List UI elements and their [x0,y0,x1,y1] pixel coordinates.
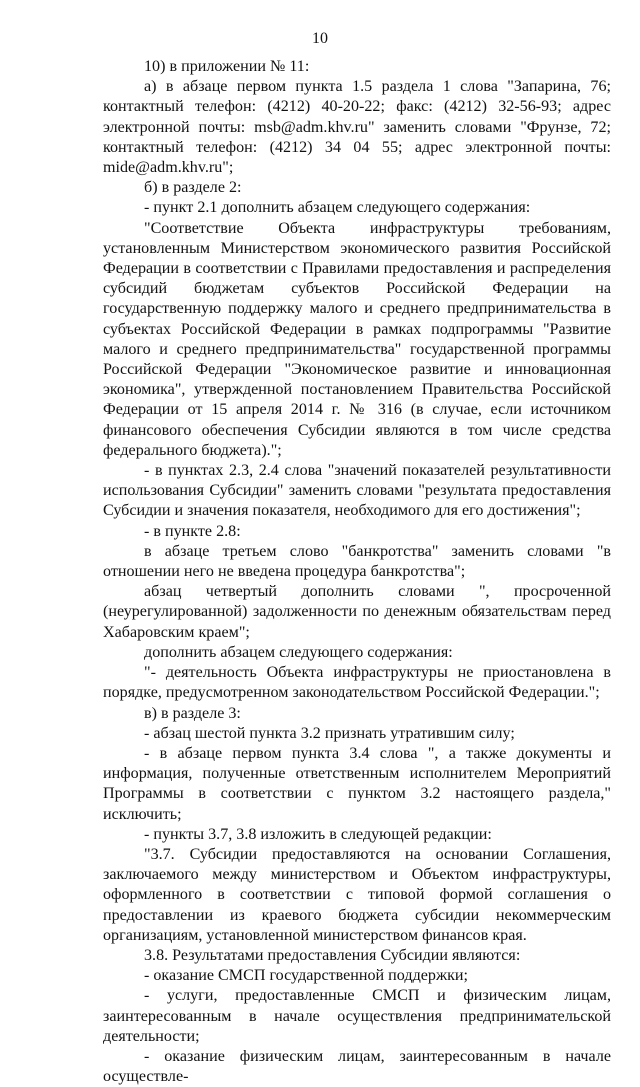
paragraph: - пункты 3.7, 3.8 изложить в следующей редакции: [144,825,492,843]
paragraph: - оказание физическим лицам, заинтересованным в начале осуществле- [103,1047,611,1086]
paragraph: - в пункте 2.8: [144,522,241,540]
paragraph: "Соответствие Объекта инфраструктуры требованиям, установленным Министерством экономического развития Российской Федерации в соответствии с Правилами предоставления и распределения субсидий бюджетам субъектов Российской Федерации на государственную поддержку малого и среднего предпринимательства в субъектах Российской Федерации в рамках подпрограммы "Развитие малого и среднего предпринимательства" государственной программы Российской Федерации "Экономическое развитие и инновационная экономика", утвержденной постановлением Правительства Российской Федерации от 15 апреля 2014 г. № 316 (в случае, если источником финансового обеспечения Субсидии являются в том числе средства федерального бюджета)."; [103,219,611,459]
paragraph: - услуги, предоставленные СМСП и физическим лицам, заинтересованным в начале осуществления предпринимательской деятельности; [103,987,611,1045]
paragraph: - пункт 2.1 дополнить абзацем следующего содержания: [144,199,531,217]
paragraph: абзац четвертый дополнить словами ", просроченной (неурегулированной) задолженности по денежным обязательствам перед Хабаровским краем"; [103,583,611,641]
paragraph: "- деятельность Объекта инфраструктуры не приостановлена в порядке, предусмотренном законодательством Российской Федерации."; [103,664,611,702]
paragraph: а) в абзаце первом пункта 1.5 раздела 1 слова "Запарина, 76; контактный телефон: (4212) 40-20-22; факс: (4212) 32-56-93; адрес электронной почты: msb@adm.khv.ru" заменить словами "Фрунзе, 72; контактный телефон: (4212) 34 04 55; адрес электронной почты: mide@adm.khv.ru"; [103,78,611,177]
paragraph: дополнить абзацем следующего содержания: [144,643,453,661]
paragraph: "3.7. Субсидии предоставляются на основании Соглашения, заключаемого между министерством и Объектом инфраструктуры, оформленного в соответствии с типовой формой соглашения о предоставлении из краевого бюджета субсидии некоммерческим организациям, установленной министерством финансов края. [103,845,611,944]
paragraph: в абзаце третьем слово "банкротства" заменить словами "в отношении него не введена процедура банкротства"; [103,542,611,581]
paragraph: - абзац шестой пункта 3.2 признать утратившим силу; [144,724,515,742]
paragraph: - оказание СМСП государственной поддержки; [144,967,468,985]
paragraph: в) в разделе 3: [144,704,241,722]
paragraph: б) в разделе 2: [144,179,242,197]
document-body [103,57,611,1087]
paragraph: - в пунктах 2.3, 2.4 слова "значений показателей результативности использования Субсидии" заменить словами "результата предоставления Субсидии и значения показателя, необходимого для его достижения"; [103,462,611,520]
page-number: 10 [312,30,328,47]
paragraph: - в абзаце первом пункта 3.4 слова ", а также документы и информация, полученные ответственным исполнителем Мероприятий Программы в соответствии с пунктом 3.2 настоящего раздела," исключить; [103,744,611,823]
paragraph: 10) в приложении № 11: [144,58,310,75]
paragraph: 3.8. Результатами предоставления Субсидии являются: [144,946,521,964]
